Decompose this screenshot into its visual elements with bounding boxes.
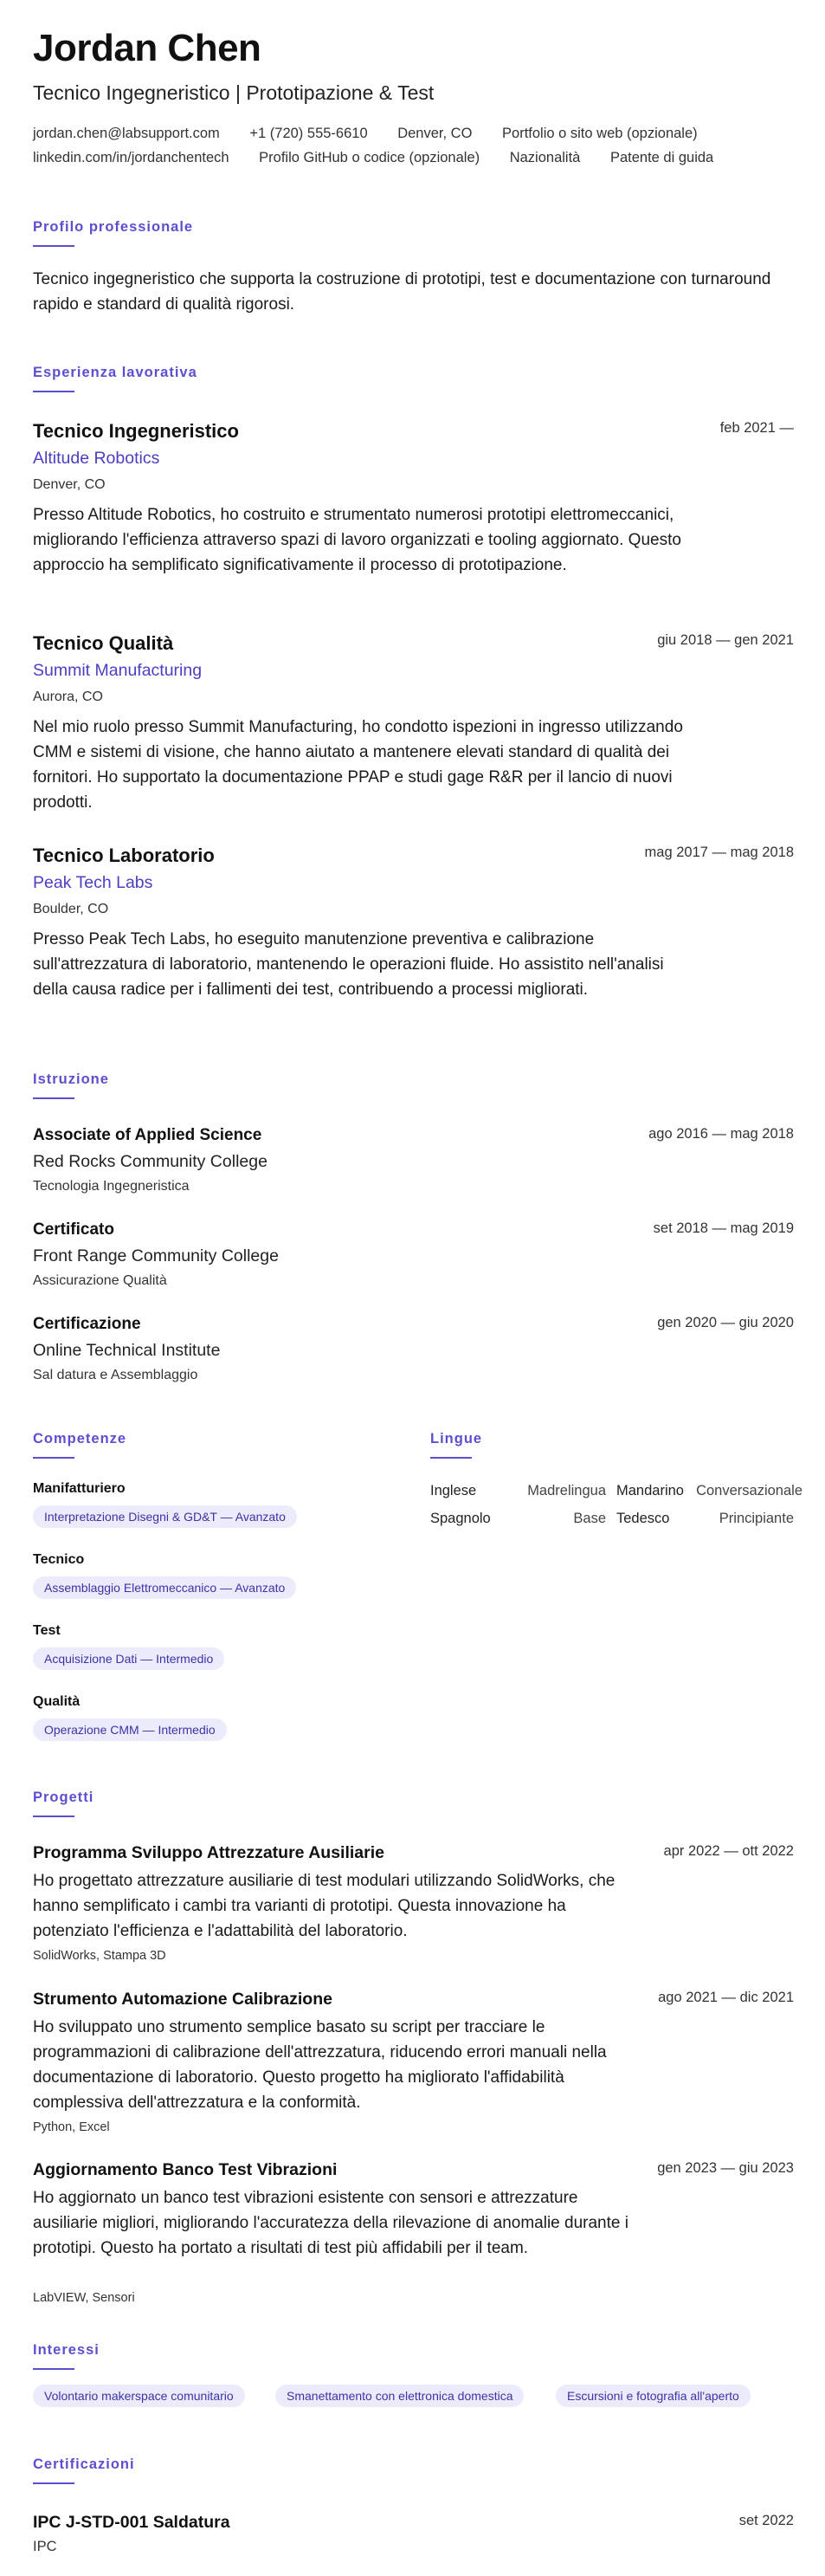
project-description: Ho aggiornato un banco test vibrazioni esistente con sensori e attrezzature ausiliarie migliori, migliorando l'accuratezza della rilevazione di anomalie durante i prototipi. Questo ha portato a risultati di test più affidabili per il team. <box>33 2189 628 2257</box>
interest-chip: Escursioni e fotografia all'aperto <box>556 2385 751 2407</box>
section-divider <box>430 1457 472 1459</box>
job-date: mag 2017 — mag 2018 <box>644 845 794 860</box>
section-divider <box>33 2368 74 2370</box>
project-date: ago 2021 — dic 2021 <box>658 1990 794 2005</box>
language-name: Mandarino <box>616 1483 684 1498</box>
profile-summary: Tecnico ingegneristico che supporta la costruzione di prototipi, test e documentazione con turnaround rapido e standard di qualità rigorosi. <box>33 270 771 314</box>
job-location: Denver, CO <box>33 477 106 492</box>
certification-date: set 2022 <box>738 2513 794 2528</box>
language-name: Spagnolo <box>430 1511 491 1526</box>
language-level: Principiante <box>719 1511 794 1526</box>
skill-category: Test <box>33 1623 61 1638</box>
education-degree: Certificato <box>33 1220 114 1239</box>
skill-category: Tecnico <box>33 1552 85 1567</box>
job-date: giu 2018 — gen 2021 <box>657 632 794 648</box>
job-location: Boulder, CO <box>33 902 109 916</box>
project-title: Aggiornamento Banco Test Vibrazioni <box>33 2160 338 2179</box>
job-title: Tecnico Laboratorio <box>33 845 215 866</box>
contact-portfolio[interactable]: Portfolio o sito web (opzionale) <box>502 126 698 141</box>
section-divider <box>33 391 74 392</box>
section-title-interests: Interessi <box>33 2342 100 2358</box>
language-level: Base <box>573 1511 606 1526</box>
project-date: gen 2023 — giu 2023 <box>657 2160 794 2176</box>
section-divider <box>33 1815 74 1817</box>
section-title-education: Istruzione <box>33 1071 109 1087</box>
section-divider <box>33 1457 74 1459</box>
job-location: Aurora, CO <box>33 689 103 704</box>
project-tools: LabVIEW, Sensori <box>33 2291 135 2305</box>
section-divider <box>33 245 74 247</box>
education-date: set 2018 — mag 2019 <box>653 1220 794 1236</box>
education-field: Tecnologia Ingegneristica <box>33 1179 190 1194</box>
section-divider <box>33 2482 74 2484</box>
certification-title: IPC J-STD-001 Saldatura <box>33 2513 230 2532</box>
education-degree: Associate of Applied Science <box>33 1126 262 1144</box>
job-description: Presso Altitude Robotics, ho costruito e strumentato numerosi prototipi elettromeccanici, migliorando l'efficienza attraverso spazi di lavoro organizzati e tooling aggiornato. Questo approccio ha semplificato significativamente il processo di prototipazione. <box>33 506 681 574</box>
job-title: Tecnico Ingegneristico <box>33 420 239 442</box>
language-name: Tedesco <box>616 1511 670 1526</box>
section-title-languages: Lingue <box>430 1431 483 1447</box>
section-title-skills: Competenze <box>33 1431 127 1447</box>
education-degree: Certificazione <box>33 1315 141 1333</box>
skill-category: Manifatturiero <box>33 1481 126 1496</box>
education-field: Assicurazione Qualità <box>33 1273 167 1288</box>
contact-nationality: Nazionalità <box>509 150 581 165</box>
project-description: Ho progettato attrezzature ausiliarie di test modulari utilizzando SolidWorks, che hanno semplificato i cambi tra varianti di prototipi. Questa innovazione ha potenziato l'efficienza e l'adattabilità del laboratorio. <box>33 1872 616 1940</box>
language-level: Conversazionale <box>696 1483 802 1498</box>
job-company: Peak Tech Labs <box>33 873 153 892</box>
skill-chip: Interpretazione Disegni & GD&T — Avanzato <box>33 1505 297 1528</box>
job-company: Summit Manufacturing <box>33 661 203 680</box>
education-institution: Online Technical Institute <box>33 1341 221 1360</box>
project-date: apr 2022 — ott 2022 <box>663 1843 794 1859</box>
job-description: Nel mio ruolo presso Summit Manufacturing, ho condotto ispezioni in ingresso utilizzando CMM e sistemi di visione, che hanno aiutato a mantenere elevati standard di qualità dei fornitori. Ho supportato la documentazione PPAP e studi gage R&R per il lancio di nuovi prodotti. <box>33 718 683 812</box>
skill-chip: Operazione CMM — Intermedio <box>33 1718 227 1741</box>
job-company: Altitude Robotics <box>33 449 160 468</box>
section-title-certifications: Certificazioni <box>33 2456 135 2472</box>
language-level: Madrelingua <box>527 1483 606 1498</box>
contact-driving-license: Patente di guida <box>609 150 714 165</box>
skill-chip: Assemblaggio Elettromeccanico — Avanzato <box>33 1576 296 1599</box>
contact-list <box>33 121 795 170</box>
education-date: ago 2016 — mag 2018 <box>648 1126 794 1142</box>
contact-location: Denver, CO <box>397 126 473 141</box>
job-date: feb 2021 — <box>719 420 794 436</box>
contact-github[interactable]: Profilo GitHub o codice (opzionale) <box>259 150 480 165</box>
interest-chip: Smanettamento con elettronica domestica <box>275 2385 524 2407</box>
contact-email[interactable]: jordan.chen@labsupport.com <box>33 126 220 141</box>
skill-chip: Acquisizione Dati — Intermedio <box>33 1647 224 1670</box>
project-title: Strumento Automazione Calibrazione <box>33 1990 332 2009</box>
education-date: gen 2020 — giu 2020 <box>657 1315 794 1330</box>
education-institution: Front Range Community College <box>33 1246 279 1265</box>
certification-issuer: IPC <box>33 2539 57 2554</box>
section-divider <box>33 1097 74 1099</box>
skill-category: Qualità <box>33 1694 81 1709</box>
language-name: Inglese <box>430 1483 477 1498</box>
job-description: Presso Peak Tech Labs, ho eseguito manutenzione preventiva e calibrazione sull'attrezzatura di laboratorio, mantenendo le operazioni fluide. Ho assistito nell'analisi della causa radice per i fallimenti dei test, contribuendo a processi migliorati. <box>33 930 664 999</box>
interest-chip: Volontario makerspace comunitario <box>33 2385 245 2407</box>
contact-linkedin[interactable]: linkedin.com/in/jordanchentech <box>33 150 229 165</box>
section-title-profile: Profilo professionale <box>33 219 194 235</box>
job-title: Tecnico Qualità <box>33 632 174 654</box>
candidate-name: Jordan Chen <box>33 27 261 69</box>
project-tools: SolidWorks, Stampa 3D <box>33 1949 166 1963</box>
section-title-projects: Progetti <box>33 1790 94 1805</box>
project-tools: Python, Excel <box>33 2120 110 2134</box>
education-institution: Red Rocks Community College <box>33 1152 267 1171</box>
project-title: Programma Sviluppo Attrezzature Ausiliarie <box>33 1843 384 1862</box>
education-field: Sal datura e Assemblaggio <box>33 1368 198 1382</box>
project-description: Ho sviluppato uno strumento semplice basato su script per tracciare le programmazioni di calibrazione dell'attrezzatura, riducendo errori manuali nella documentazione di laboratorio. Questo progetto ha migliorato l'affidabilità complessiva dell'attrezzatura e la conformità. <box>33 2018 607 2112</box>
section-title-experience: Esperienza lavorativa <box>33 365 197 380</box>
contact-phone[interactable]: +1 (720) 555-6610 <box>249 126 368 141</box>
candidate-headline: Tecnico Ingegneristico | Prototipazione & Test <box>33 81 435 104</box>
